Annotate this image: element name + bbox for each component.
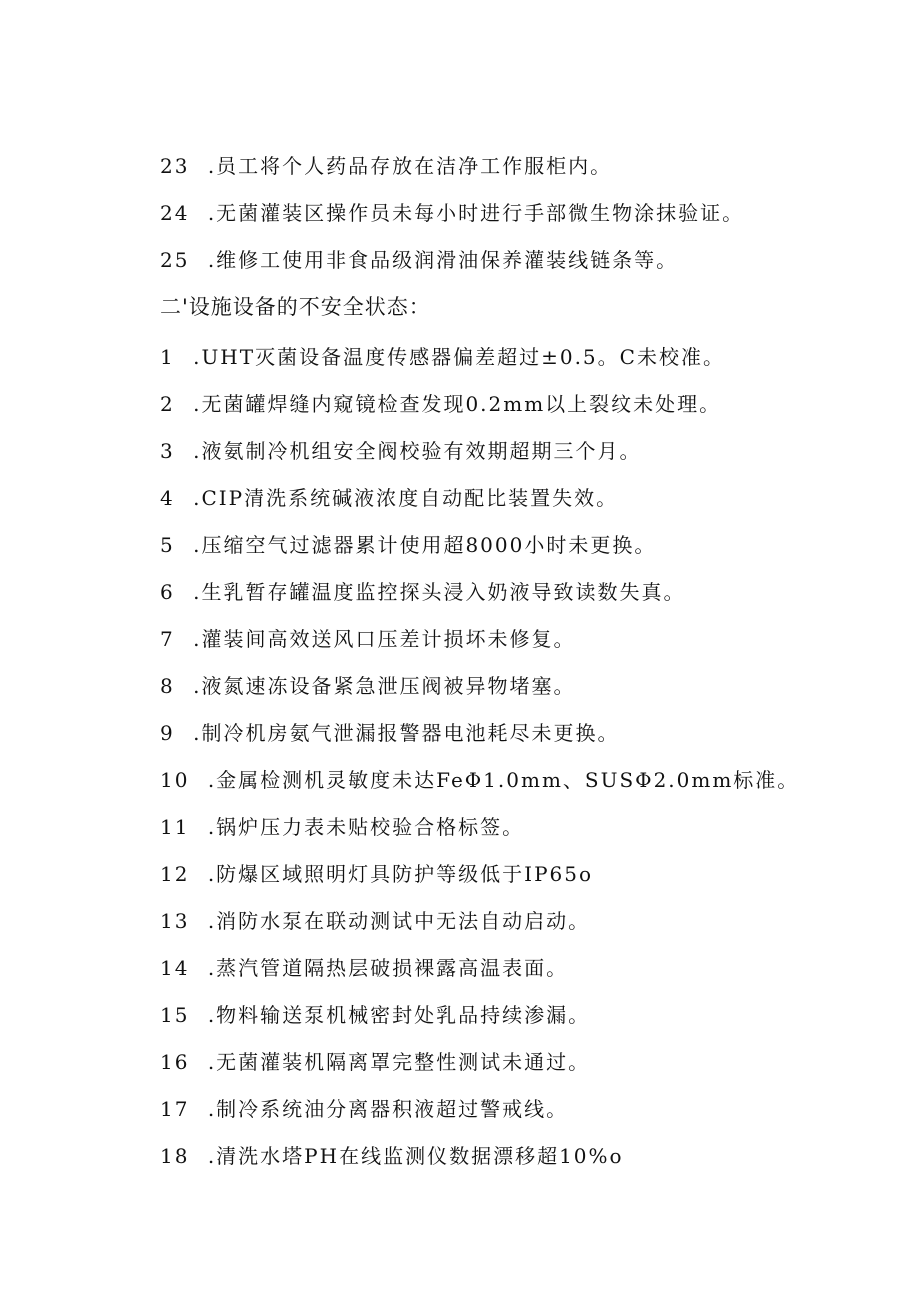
item-text: .生乳暂存罐温度监控探头浸入奶液导致读数失真。	[193, 580, 686, 604]
item-text: .物料输送泵机械密封处乳品持续渗漏。	[207, 1003, 591, 1027]
item-number: 9	[160, 721, 175, 745]
item-text: .制冷系统油分离器积液超过警戒线。	[207, 1097, 569, 1121]
list-item	[160, 952, 568, 984]
list-item	[160, 529, 656, 561]
item-number: 11	[160, 815, 190, 839]
item-number: 18	[160, 1144, 190, 1168]
list-item	[160, 341, 725, 373]
item-text: .金属检测机灵敏度未达FeΦ1.0mm、SUSΦ2.0mm标准。	[207, 768, 800, 792]
item-text: .CIP清洗系统碱液浓度自动配比装置失效。	[193, 486, 619, 510]
item-number: 6	[160, 580, 175, 604]
list-item	[160, 197, 744, 229]
item-text: .灌装间高效送风口压差计损坏未修复。	[193, 627, 576, 651]
item-text: .防爆区域照明灯具防护等级低于IP65o	[207, 862, 594, 886]
item-number: 8	[160, 674, 175, 698]
item-text: .UHT灭菌设备温度传感器偏差超过±0.5。C未校准。	[193, 345, 725, 369]
list-item	[160, 858, 593, 890]
item-text: .压缩空气过滤器累计使用超8000小时未更换。	[193, 533, 657, 557]
list-item	[160, 576, 685, 608]
list-item	[160, 435, 641, 467]
list-item	[160, 764, 799, 796]
list-item	[160, 623, 575, 655]
list-item	[160, 905, 590, 937]
item-number: 25	[160, 248, 190, 272]
list-item	[160, 1140, 624, 1172]
item-text: .蒸汽管道隔热层破损裸露高温表面。	[207, 956, 569, 980]
item-text: .员工将个人药品存放在洁净工作服柜内。	[207, 154, 613, 178]
item-text: .锅炉压力表未贴校验合格标签。	[207, 815, 525, 839]
item-number: 7	[160, 627, 175, 651]
item-number: 13	[160, 909, 190, 933]
item-number: 23	[160, 154, 190, 178]
list-item	[160, 244, 678, 276]
item-text: .无菌罐焊缝内窥镜检查发现0.2mm以上裂纹未处理。	[193, 392, 722, 416]
list-item	[160, 150, 612, 182]
section-heading: 二'设施设备的不安全状态：	[160, 295, 431, 319]
list-item	[160, 388, 721, 420]
item-text: .制冷机房氨气泄漏报警器电池耗尽未更换。	[193, 721, 620, 745]
item-number: 17	[160, 1097, 190, 1121]
item-text: .液氮速冻设备紧急泄压阀被异物堵塞。	[193, 674, 576, 698]
list-item	[160, 1093, 568, 1125]
item-number: 12	[160, 862, 190, 886]
item-number: 24	[160, 201, 190, 225]
list-item	[160, 1046, 590, 1078]
list-item	[160, 670, 575, 702]
item-number: 2	[160, 392, 175, 416]
list-item	[160, 811, 524, 843]
item-number: 1	[160, 345, 175, 369]
item-number: 5	[160, 533, 175, 557]
item-text: .无菌灌装机隔离罩完整性测试未通过。	[207, 1050, 591, 1074]
item-number: 14	[160, 956, 190, 980]
item-number: 10	[160, 768, 190, 792]
item-text: .液氨制冷机组安全阀校验有效期超期三个月。	[193, 439, 642, 463]
item-number: 4	[160, 486, 175, 510]
item-text: .消防水泵在联动测试中无法自动启动。	[207, 909, 591, 933]
item-number: 15	[160, 1003, 190, 1027]
item-text: .无菌灌装区操作员未每小时进行手部微生物涂抹验证。	[207, 201, 745, 225]
list-item	[160, 717, 619, 749]
item-text: .清洗水塔PH在线监测仪数据漂移超10%o	[207, 1144, 624, 1168]
list-item	[160, 482, 618, 514]
item-text: .维修工使用非食品级润滑油保养灌装线链条等。	[207, 248, 679, 272]
item-number: 16	[160, 1050, 190, 1074]
list-item	[160, 999, 590, 1031]
item-number: 3	[160, 439, 175, 463]
